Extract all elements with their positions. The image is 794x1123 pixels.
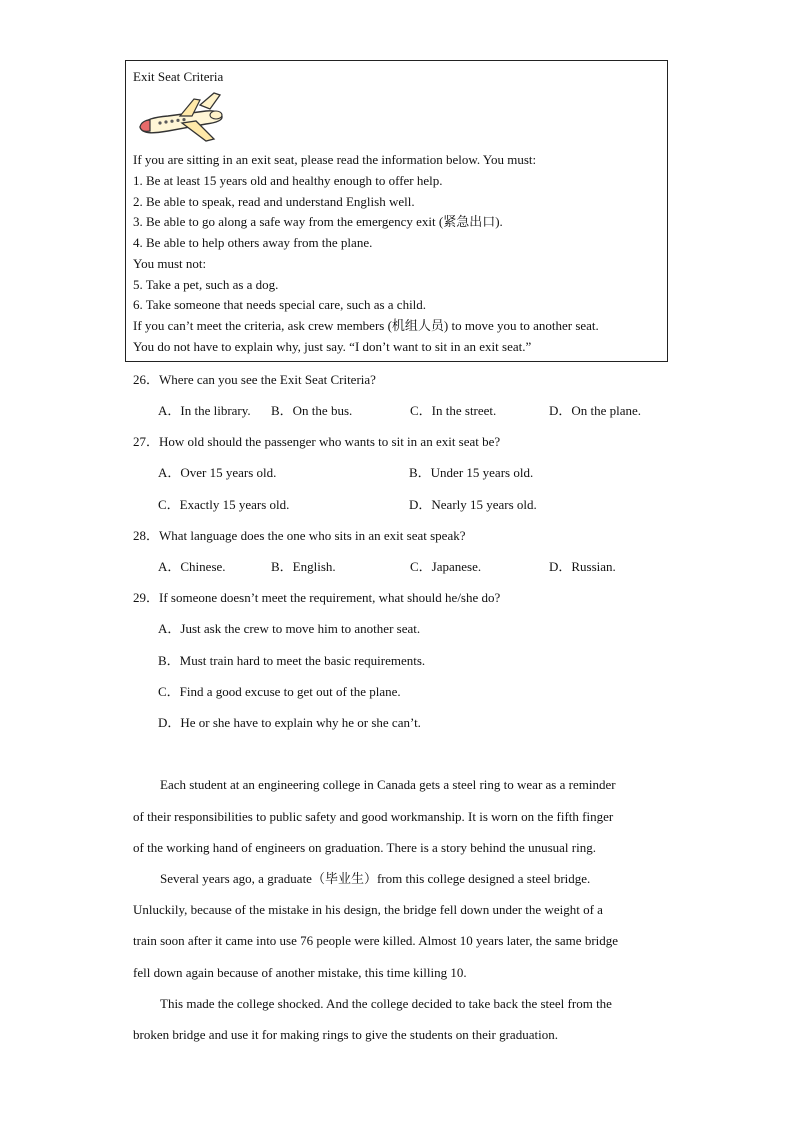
passage-line: of their responsibilities to public safety and good workmanship. It is worn on the fifth finger: [133, 809, 614, 824]
option-26-b[interactable]: B．On the bus.: [271, 403, 353, 418]
option-27-a[interactable]: A．Over 15 years old.: [158, 465, 277, 480]
notice-line: You must not:: [133, 256, 207, 271]
option-28-d[interactable]: D．Russian.: [549, 559, 616, 574]
notice-title: Exit Seat Criteria: [133, 69, 224, 84]
passage-line: broken bridge and use it for making rings to give the students on their graduation.: [133, 1027, 558, 1042]
passage-line: Each student at an engineering college in Canada gets a steel ring to wear as a reminder: [160, 777, 616, 792]
question-27: 27．How old should the passenger who wants to sit in an exit seat be?: [133, 434, 501, 449]
option-29-c[interactable]: C．Find a good excuse to get out of the plane.: [158, 684, 401, 699]
exit-seat-notice: [125, 60, 668, 362]
option-27-c[interactable]: C．Exactly 15 years old.: [158, 497, 290, 512]
option-28-c[interactable]: C．Japanese.: [410, 559, 482, 574]
question-28: 28．What language does the one who sits in an exit seat speak?: [133, 528, 466, 543]
passage-line: Several years ago, a graduate（毕业生）from this college designed a steel bridge.: [160, 871, 591, 886]
notice-line: 3. Be able to go along a safe way from the emergency exit (紧急出口).: [133, 214, 503, 229]
option-28-b[interactable]: B．English.: [271, 559, 336, 574]
option-26-d[interactable]: D．On the plane.: [549, 403, 642, 418]
notice-line: 6. Take someone that needs special care, such as a child.: [133, 297, 427, 312]
notice-line: 5. Take a pet, such as a dog.: [133, 277, 279, 292]
option-29-d[interactable]: D．He or she have to explain why he or she can’t.: [158, 715, 421, 730]
notice-line: 4. Be able to help others away from the plane.: [133, 235, 373, 250]
notice-line: If you can’t meet the criteria, ask crew members (机组人员) to move you to another seat.: [133, 318, 599, 333]
notice-line: You do not have to explain why, just say. “I don’t want to sit in an exit seat.”: [133, 339, 532, 354]
option-26-c[interactable]: C．In the street.: [410, 403, 497, 418]
option-28-a[interactable]: A．Chinese.: [158, 559, 226, 574]
notice-line: 2. Be able to speak, read and understand English well.: [133, 194, 415, 209]
passage-line: This made the college shocked. And the college decided to take back the steel from the: [160, 996, 612, 1011]
option-27-d[interactable]: D．Nearly 15 years old.: [409, 497, 537, 512]
passage-line: train soon after it came into use 76 people were killed. Almost 10 years later, the same bridge: [133, 933, 619, 948]
option-27-b[interactable]: B．Under 15 years old.: [409, 465, 534, 480]
airplane-icon: [134, 91, 226, 145]
question-29: 29．If someone doesn’t meet the requirement, what should he/she do?: [133, 590, 501, 605]
passage-line: of the working hand of engineers on graduation. There is a story behind the unusual ring.: [133, 840, 596, 855]
passage-line: fell down again because of another mistake, this time killing 10.: [133, 965, 467, 980]
option-26-a[interactable]: A．In the library.: [158, 403, 251, 418]
option-29-b[interactable]: B．Must train hard to meet the basic requirements.: [158, 653, 426, 668]
notice-line: 1. Be at least 15 years old and healthy enough to offer help.: [133, 173, 443, 188]
question-26: 26．Where can you see the Exit Seat Criteria?: [133, 372, 376, 387]
option-29-a[interactable]: A．Just ask the crew to move him to another seat.: [158, 621, 421, 636]
notice-line: If you are sitting in an exit seat, please read the information below. You must:: [133, 152, 537, 167]
passage-line: Unluckily, because of the mistake in his design, the bridge fell down under the weight of a: [133, 902, 603, 917]
